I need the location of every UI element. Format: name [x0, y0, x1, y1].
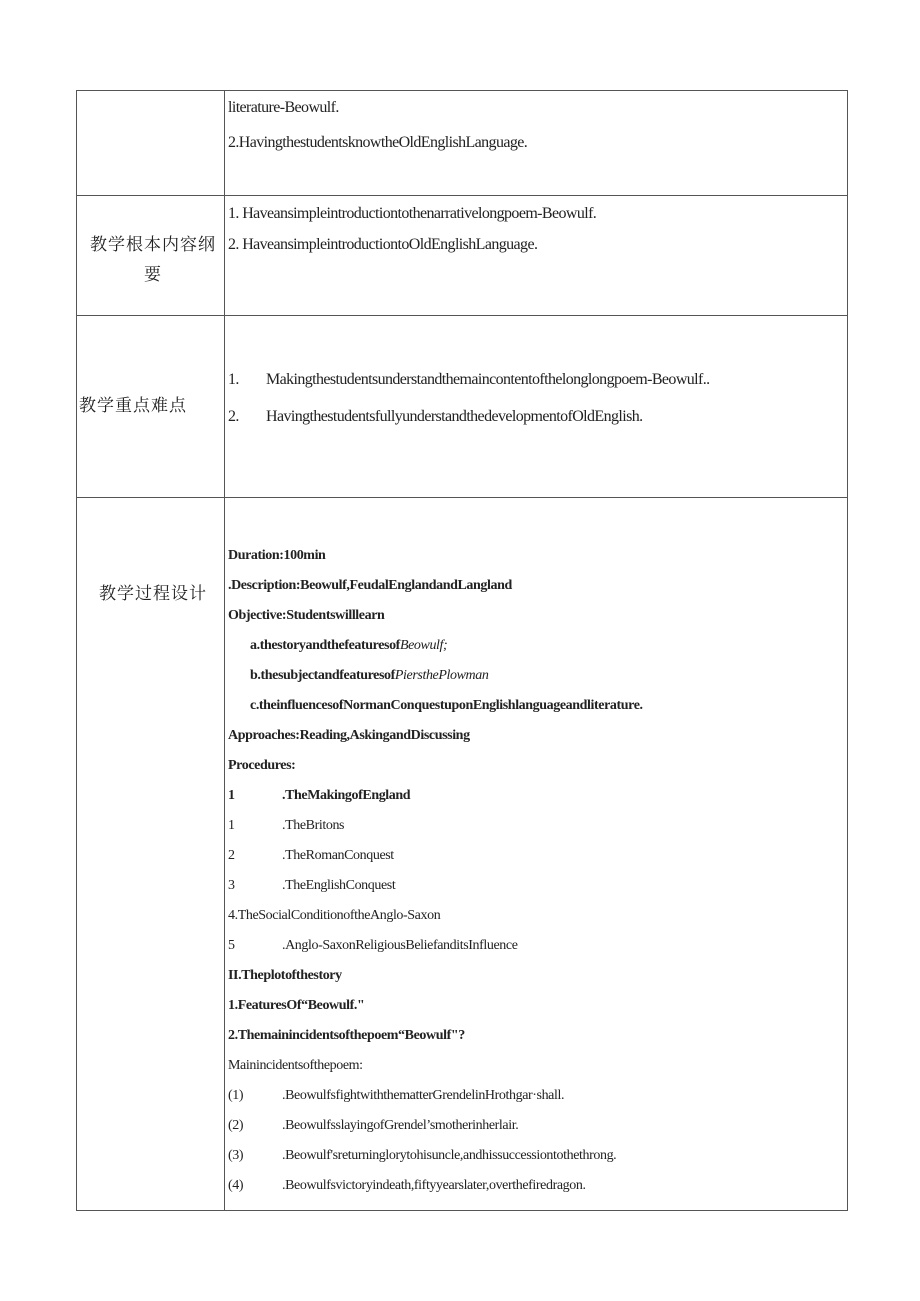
objective-b — [250, 668, 488, 684]
objective-c: c.theinfluencesofNormanConquestuponEnglishlanguageandliterature. — [250, 698, 643, 713]
objective-line-2: 2.HavingthestudentsknowtheOldEnglishLanguage. — [228, 134, 528, 151]
basic-content-text — [226, 196, 847, 315]
incident-1-text: .BeowulfsfightwiththematterGrendelinHrothgar·shall. — [282, 1088, 565, 1103]
subsection-1-number: 1 — [228, 818, 235, 833]
objective-b-text: b.thesubjectandfeaturesof — [250, 668, 395, 683]
basic-content-line-1: 1. Haveansimpleintroductiontothenarrativelongpoem-Beowulf. — [228, 205, 597, 222]
key-points-label-cell — [77, 316, 225, 497]
subsection-1-text: .TheBritons — [282, 818, 345, 833]
basic-content-label-line2: 要 — [144, 265, 162, 284]
objectives-content — [226, 91, 847, 195]
subsection-4: 4.TheSocialConditionoftheAnglo-Saxon — [228, 908, 441, 923]
incident-3-text: .Beowulf'sreturninglorytohisuncle,andhissuccessiontothethrong. — [282, 1148, 617, 1163]
objective-a — [250, 638, 447, 654]
basic-content-label-line1: 教学根本内容纲 — [90, 235, 216, 254]
main-incidents-intro: Mainincidentsofthepoem: — [228, 1058, 363, 1073]
incident-2-text: .BeowulfsslayingofGrendel’smotherinherlair. — [282, 1118, 519, 1133]
objective-line: Objective:Studentswilllearn — [228, 608, 385, 623]
objectives-label-cell — [77, 91, 225, 195]
incident-3-number: (3) — [228, 1148, 244, 1163]
process-design-row — [77, 498, 847, 1210]
key-point-2-text: HavingthestudentsfullyunderstandthedevelopmentofOldEnglish. — [266, 408, 643, 425]
lesson-plan-table — [76, 90, 848, 1211]
basic-content-line-2: 2. HaveansimpleintroductiontoOldEnglishLanguage. — [228, 236, 538, 253]
section-1-number: 1 — [228, 788, 235, 803]
key-point-2-number: 2. — [228, 408, 239, 425]
incident-1-number: (1) — [228, 1088, 244, 1103]
section-1-text: .TheMakingofEngland — [282, 788, 411, 803]
description-line: .Description:Beowulf,FeudalEnglandandLangland — [228, 578, 512, 593]
objective-line-1: literature-Beowulf. — [228, 99, 339, 116]
incident-4-number: (4) — [228, 1178, 244, 1193]
incident-4-text: .Beowulfsvictoryindeath,fiftyyearslater,overthefiredragon. — [282, 1178, 586, 1193]
incident-2-number: (2) — [228, 1118, 244, 1133]
key-point-1-number: 1. — [228, 371, 239, 388]
subsection-5-number: 5 — [228, 938, 235, 953]
duration-line: Duration:100min — [228, 548, 326, 563]
objective-a-title: Beowulf; — [399, 638, 448, 653]
objective-b-title: PiersthePlowman — [394, 668, 489, 683]
process-design-content — [226, 498, 847, 1210]
subsection-3-text: .TheEnglishConquest — [282, 878, 396, 893]
process-design-label-cell — [77, 498, 225, 1210]
procedures-line: Procedures: — [228, 758, 296, 773]
main-incidents-heading: 2.Themainincidentsofthepoem“Beowulf"? — [228, 1028, 465, 1043]
process-design-label: 教学过程设计 — [99, 584, 207, 603]
features-line: 1.FeaturesOf“Beowulf." — [228, 998, 365, 1013]
key-points-row — [77, 316, 847, 498]
approaches-line: Approaches:Reading,AskingandDiscussing — [228, 728, 470, 743]
subsection-5-text: .Anglo-SaxonReligiousBeliefanditsInfluence — [282, 938, 518, 953]
objective-a-text: a.thestoryandthefeaturesof — [250, 638, 400, 653]
subsection-3-number: 3 — [228, 878, 235, 893]
basic-content-row — [77, 196, 847, 316]
subsection-2-number: 2 — [228, 848, 235, 863]
key-points-label: 教学重点难点 — [79, 396, 187, 415]
key-point-1-text: Makingthestudentsunderstandthemaincontentofthelonglongpoem-Beowulf.. — [266, 371, 710, 388]
subsection-2-text: .TheRomanConquest — [282, 848, 394, 863]
objectives-row — [77, 91, 847, 196]
section-2: II.Theplotofthestory — [228, 968, 342, 983]
key-points-content — [226, 316, 847, 497]
basic-content-label-cell — [77, 196, 225, 315]
